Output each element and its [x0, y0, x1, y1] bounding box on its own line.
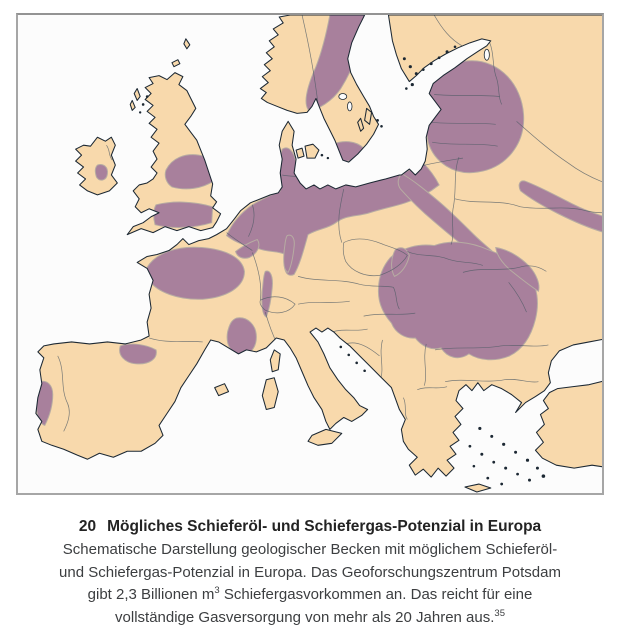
- basin-south-england: [154, 202, 213, 227]
- caption-line-2: und Schiefergas-Potenzial in Europa. Das Geoforschungszentrum Potsdam: [59, 563, 561, 581]
- europe-shale-map: [16, 13, 604, 495]
- caption-title-line: [20, 516, 600, 538]
- caption-line-3: gibt 2,3 Billionen $m^3$ Schiefergasvorkommen an. Das reicht für eine: [87, 585, 533, 604]
- superscript-cubic: 3: [214, 585, 220, 597]
- land-anatolia: [535, 381, 602, 468]
- figure-title: Mögliches Schieferöl- und Schiefergas-Potenzial in Europa: [107, 518, 542, 535]
- caption-line-1: Schematische Darstellung geologischer Becken mit möglichem Schieferöl-: [62, 541, 558, 559]
- caption-line-4: vollständige Gasversorgung von mehr als 20 Jahren aus.$^{35}$: [115, 607, 505, 626]
- basin-ireland-west: [95, 165, 107, 181]
- footnote-marker: 35: [494, 607, 505, 619]
- map-svg: [18, 15, 602, 493]
- figure-caption: [20, 516, 600, 629]
- figure-number: 20: [78, 518, 97, 535]
